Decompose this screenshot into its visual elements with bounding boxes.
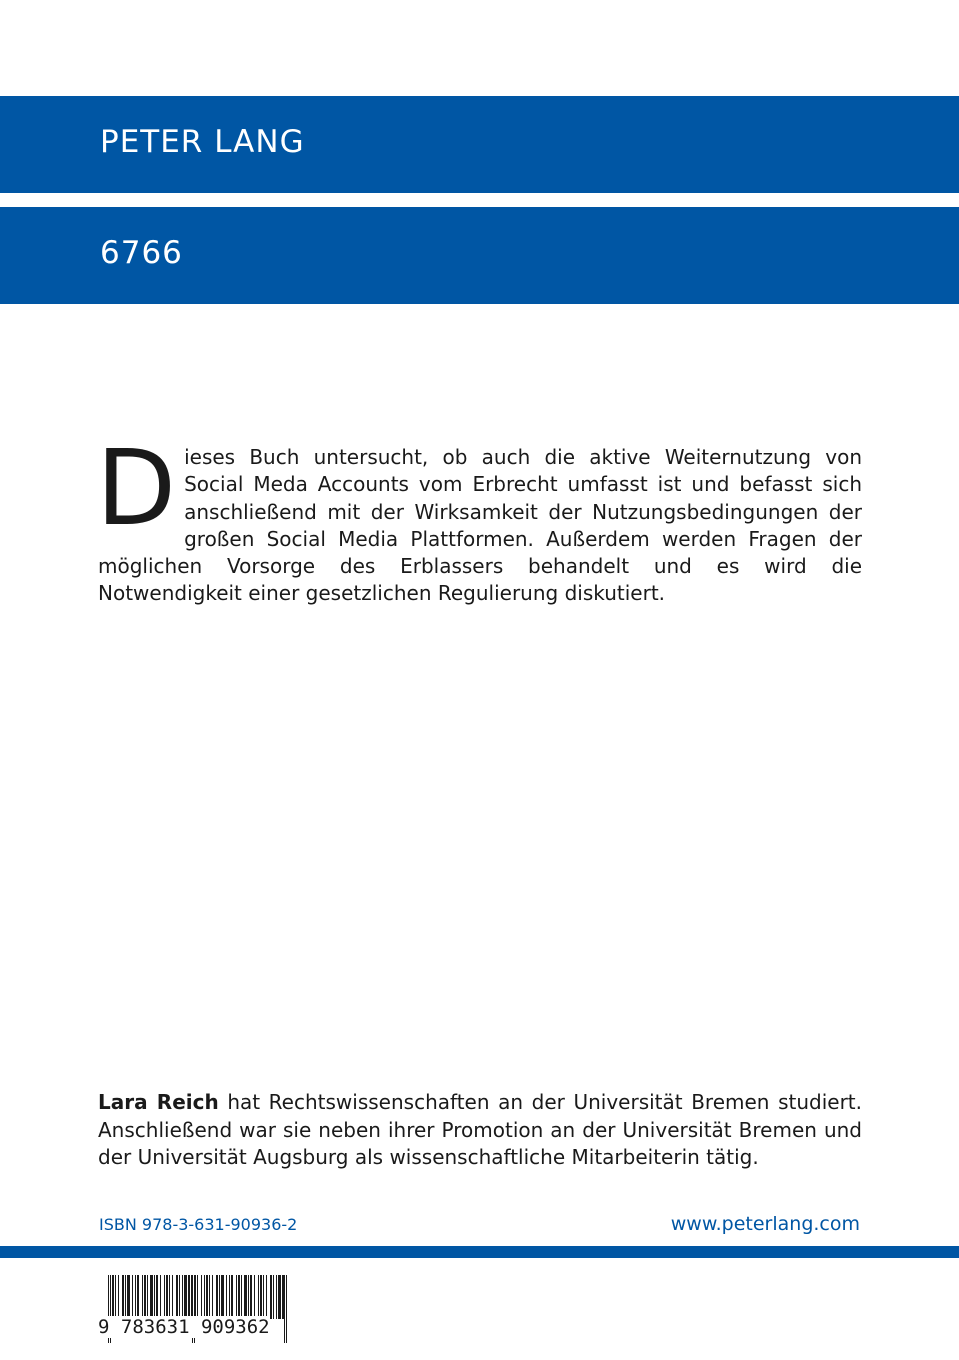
bottom-rule	[0, 1246, 959, 1258]
author-bio-text: hat Rechtswissenschaften an der Universität Bremen studiert. Anschließend war sie neben ihrer Promotion an der Universität Bremen und der Universität Augsburg als wissenschaftliche Mitarbeiterin tätig.	[98, 1090, 862, 1169]
barcode-digits: 9 783631 909362	[98, 1316, 270, 1338]
series-number: 6766	[100, 235, 183, 271]
publisher-band	[0, 96, 959, 193]
isbn: ISBN 978-3-631-90936-2	[99, 1215, 298, 1234]
book-description	[96, 427, 862, 608]
publisher-name: PETER LANG	[100, 124, 305, 160]
description-text: ieses Buch untersucht, ob auch die aktive Weiternutzung von Social Meda Accounts vom Erbrecht umfasst ist und befasst sich anschließend mit der Wirksamkeit der Nutzungsbedingungen der großen Social Media Plattformen. Außerdem werden Fragen der möglichen Vorsorge des Erblassers behandelt und es wird die Notwendigkeit einer gesetzlichen Regulierung diskutiert.	[98, 445, 862, 606]
drop-cap: D	[96, 427, 177, 549]
author-name: Lara Reich	[98, 1090, 219, 1114]
series-band	[0, 207, 959, 304]
website-link[interactable]: www.peterlang.com	[670, 1213, 860, 1235]
author-bio	[98, 1089, 862, 1172]
